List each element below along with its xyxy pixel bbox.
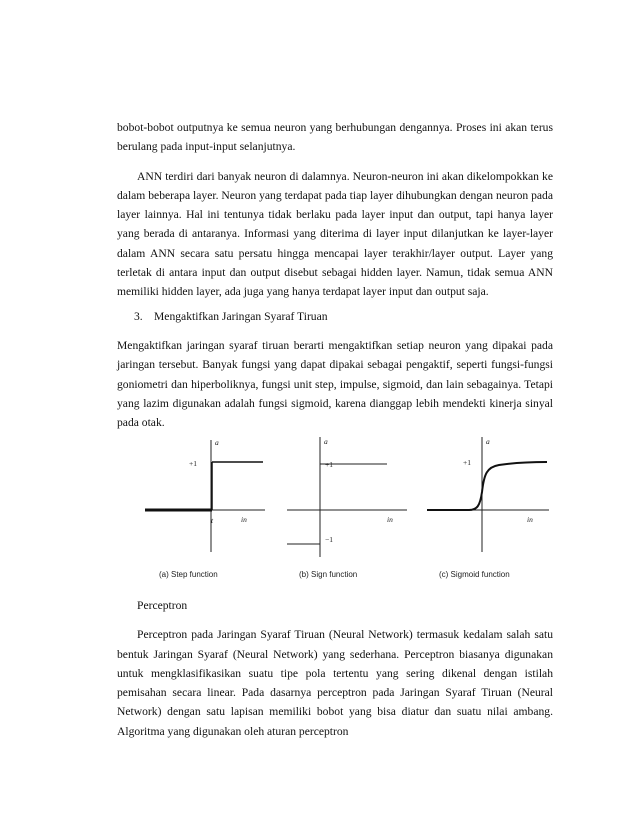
sigmoid-function-graph	[427, 432, 553, 592]
paragraph-4: Perceptron pada Jaringan Syaraf Tiruan (Neural Network) termasuk kedalam salah satu bentuk Jaringan Syaraf (Neural Network) yang sederhana. Perceptron biasanya digunakan untuk mengklasifikasikan suatu tipe pola tertentu yang sering dikenal dengan istilah pemisahan secara linear. Pada dasarnya perceptron pada Jaringan Syaraf Tiruan (Neural Network) dengan satu lapisan memiliki bobot yang bisa diatur dan suatu nilai ambang. Algoritma yang digunakan oleh aturan perceptron	[117, 628, 553, 738]
sign-function-figure	[287, 432, 412, 597]
sign-minus-one: −1	[325, 535, 333, 544]
perceptron-heading: Perceptron	[137, 599, 188, 612]
sign-y-label: a	[324, 437, 328, 446]
step-t-label: t	[211, 516, 214, 525]
sign-function-graph	[287, 432, 412, 592]
sign-plus-one: +1	[325, 460, 333, 469]
section-3-heading	[117, 307, 553, 326]
paragraph-1: bobot-bobot outputnya ke semua neuron yang berhubungan dengannya. Proses ini akan terus berulang pada input-input selanjutnya.	[117, 121, 553, 154]
step-x-label: in	[241, 515, 247, 524]
step-plus-one: +1	[189, 459, 197, 468]
step-y-label: a	[215, 438, 219, 447]
text-block-bottom	[117, 596, 553, 741]
step-function-graph	[145, 432, 270, 592]
text-block-top	[117, 118, 553, 432]
sign-caption: (b) Sign function	[299, 570, 358, 579]
sigmoid-x-label: in	[527, 515, 533, 524]
paragraph-3: Mengaktifkan jaringan syaraf tiruan berarti mengaktifkan setiap neuron yang dipakai pada jaringan tersebut. Banyak fungsi yang dapat dipakai sebagai pengaktif, seperti fungsi-fungsi goniometri dan hiperboliknya, fungsi unit step, impulse, sigmoid, dan lain sebagainya. Tetapi yang lazim digunakan adalah fungsi sigmoid, karena dianggap lebih mendekti kinerja sinyal pada otak.	[117, 338, 553, 430]
step-caption: (a) Step function	[159, 570, 218, 579]
sigmoid-curve	[427, 462, 547, 510]
sigmoid-caption: (c) Sigmoid function	[439, 570, 510, 579]
activation-functions-figure	[117, 432, 553, 592]
section-3-number: 3.	[134, 309, 143, 323]
sigmoid-function-figure	[427, 432, 553, 597]
paragraph-2: ANN terdiri dari banyak neuron di dalamnya. Neuron-neuron ini akan dikelompokkan ke dalam beberapa layer. Neuron yang terdapat pada tiap layer dihubungkan dengan neuron pada layer lainnya. Hal ini tentunya tidak berlaku pada layer input dan output, tapi hanya layer yang berada di antaranya. Informasi yang diterima di layer input dilanjutkan ke layer-layer dalam ANN secara satu persatu hingga mencapai layer terakhir/layer output. Layer yang terletak di antara input dan output disebut sebagai hidden layer. Namun, tidak semua ANN memiliki hidden layer, ada juga yang hanya terdapat layer input dan output saja.	[117, 169, 553, 299]
step-function-figure	[145, 432, 270, 597]
sign-x-label: in	[387, 515, 393, 524]
sigmoid-plus-one: +1	[463, 458, 471, 467]
sigmoid-y-label: a	[486, 437, 490, 446]
section-3-title: Mengaktifkan Jaringan Syaraf Tiruan	[154, 309, 328, 323]
